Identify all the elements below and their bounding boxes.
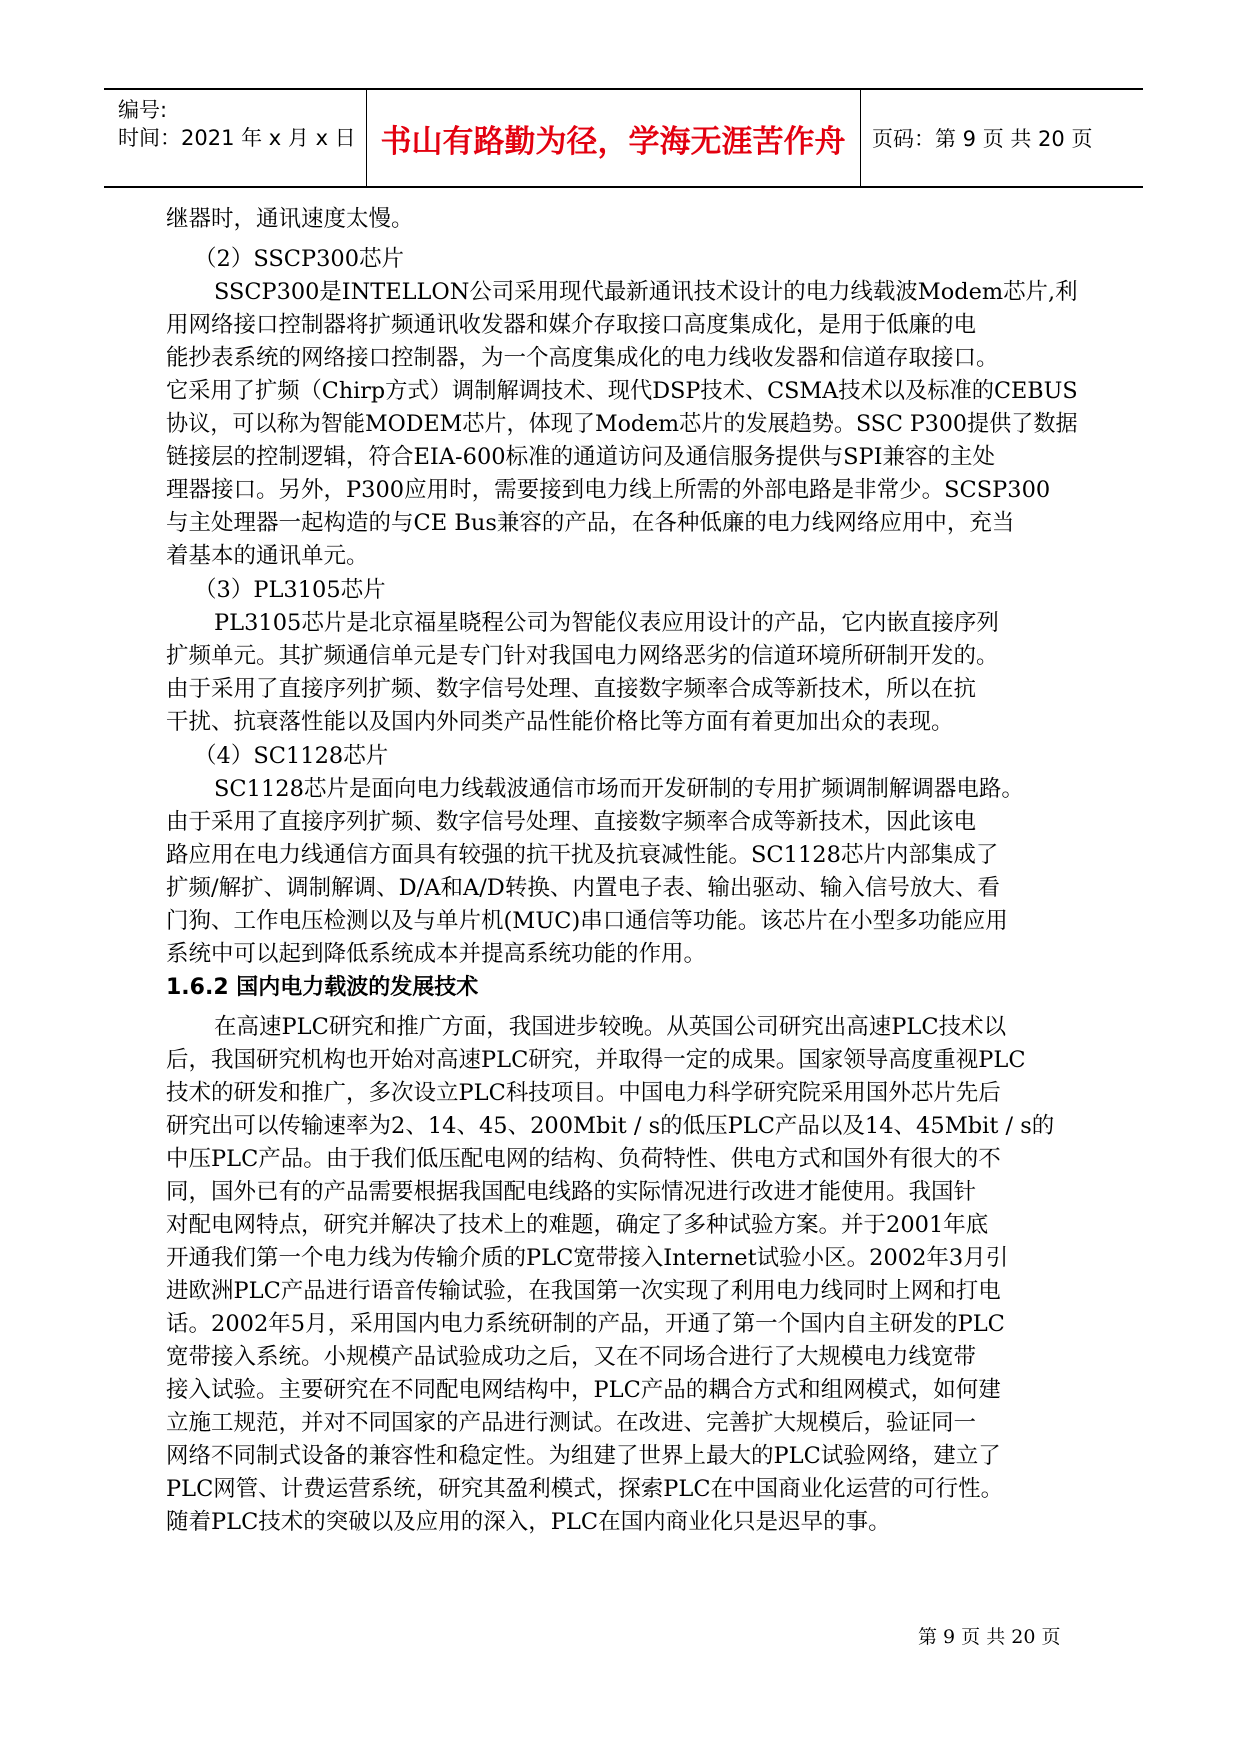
text-line: 与主处理器一起构造的与CE Bus兼容的产品，在各种低廉的电力线网络应用中，充当 <box>166 510 1015 536</box>
text-line: SC1128芯片是面向电力线载波通信市场而开发研制的专用扩频调制解调器电路。 <box>214 776 1024 802</box>
text-line: 技术的研发和推广，多次设立PLC科技项目。中国电力科学研究院采用国外芯片先后 <box>166 1080 1001 1106</box>
header-meta <box>118 96 356 152</box>
text-line: 后，我国研究机构也开始对高速PLC研究，并取得一定的成果。国家领导高度重视PLC <box>166 1047 1026 1073</box>
subsection-title: （2）SSCP300芯片 <box>194 246 405 272</box>
text-line: 宽带接入系统。小规模产品试验成功之后，又在不同场合进行了大规模电力线宽带 <box>166 1344 977 1370</box>
text-line: 能抄表系统的网络接口控制器，为一个高度集成化的电力线收发器和信道存取接口。 <box>166 345 999 371</box>
text-line: 同，国外已有的产品需要根据我国配电线路的实际情况进行改进才能使用。我国针 <box>166 1179 977 1205</box>
text-line: 网络不同制式设备的兼容性和稳定性。为组建了世界上最大的PLC试验网络，建立了 <box>166 1443 1001 1469</box>
text-line: 话。2002年5月，采用国内电力系统研制的产品，开通了第一个国内自主研发的PLC <box>166 1311 1005 1337</box>
text-line: SSCP300是INTELLON公司采用现代最新通讯技术设计的电力线载波Modem芯片,利 <box>214 279 1078 305</box>
text-line: 接入试验。主要研究在不同配电网结构中，PLC产品的耦合方式和组网模式，如何建 <box>166 1377 1001 1403</box>
document-time-label: 时间：2021 年 x 月 x 日 <box>118 126 356 150</box>
text-line: 开通我们第一个电力线为传输介质的PLC宽带接入Internet试验小区。2002年3月引 <box>166 1245 1009 1271</box>
text-line: 它采用了扩频（Chirp方式）调制解调技术、现代DSP技术、CSMA技术以及标准的CEBUS <box>166 378 1078 404</box>
text-line: 链接层的控制逻辑，符合EIA-600标准的通道访问及通信服务提供与SPI兼容的主处 <box>166 444 996 470</box>
text-line: 着基本的通讯单元。 <box>166 543 369 569</box>
document-number-label: 编号: <box>118 98 168 122</box>
text-line: 由于采用了直接序列扩频、数字信号处理、直接数字频率合成等新技术，所以在抗 <box>166 676 977 702</box>
header-motto: 书山有路勤为径，学海无涯苦作舟 <box>380 123 846 160</box>
text-line: 在高速PLC研究和推广方面，我国进步较晚。从英国公司研究出高速PLC技术以 <box>214 1014 1007 1040</box>
page-header <box>104 88 1143 188</box>
footer-page-number: 第 9 页 共 20 页 <box>918 1626 1061 1648</box>
subsection-title: （4）SC1128芯片 <box>194 743 389 769</box>
text-line: 协议，可以称为智能MODEM芯片，体现了Modem芯片的发展趋势。SSC P300提供了数据 <box>166 411 1078 437</box>
header-page-number: 页码：第 9 页 共 20 页 <box>872 127 1093 151</box>
text-line: 研究出可以传输速率为2、14、45、200Mbit / s的低压PLC产品以及14、45Mbit / s的 <box>166 1113 1055 1139</box>
section-heading: 1.6.2 国内电力载波的发展技术 <box>166 975 479 1000</box>
text-line: 理器接口。另外，P300应用时，需要接到电力线上所需的外部电路是非常少。SCSP300 <box>166 477 1051 503</box>
text-line: 进欧洲PLC产品进行语音传输试验，在我国第一次实现了利用电力线同时上网和打电 <box>166 1278 1001 1304</box>
text-line: 路应用在电力线通信方面具有较强的抗干扰及抗衰减性能。SC1128芯片内部集成了 <box>166 842 999 868</box>
text-line: 扩频/解扩、调制解调、D/A和A/D转换、内置电子表、输出驱动、输入信号放大、看 <box>166 875 1000 901</box>
text-line: 系统中可以起到降低系统成本并提高系统功能的作用。 <box>166 941 707 967</box>
text-line: 用网络接口控制器将扩频通讯收发器和媒介存取接口高度集成化，是用于低廉的电 <box>166 312 977 338</box>
text-line: PL3105芯片是北京福星晓程公司为智能仪表应用设计的产品，它内嵌直接序列 <box>214 610 999 636</box>
text-line: 随着PLC技术的突破以及应用的深入，PLC在国内商业化只是迟早的事。 <box>166 1509 891 1535</box>
text-line: 扩频单元。其扩频通信单元是专门针对我国电力网络恶劣的信道环境所研制开发的。 <box>166 643 999 669</box>
text-line: 立施工规范，并对不同国家的产品进行测试。在改进、完善扩大规模后，验证同一 <box>166 1410 977 1436</box>
text-line: 干扰、抗衰落性能以及国内外同类产品性能价格比等方面有着更加出众的表现。 <box>166 709 954 735</box>
text-line: 由于采用了直接序列扩频、数字信号处理、直接数字频率合成等新技术，因此该电 <box>166 809 977 835</box>
text-line: 中压PLC产品。由于我们低压配电网的结构、负荷特性、供电方式和国外有很大的不 <box>166 1146 1001 1172</box>
text-line: PLC网管、计费运营系统，研究其盈利模式，探索PLC在中国商业化运营的可行性。 <box>166 1476 1004 1502</box>
text-line: 对配电网特点，研究并解决了技术上的难题，确定了多种试验方案。并于2001年底 <box>166 1212 989 1238</box>
header-divider <box>860 90 861 186</box>
subsection-title: （3）PL3105芯片 <box>194 577 386 603</box>
text-line: 门狗、工作电压检测以及与单片机(MUC)串口通信等功能。该芯片在小型多功能应用 <box>166 908 1008 934</box>
text-line: 继器时，通讯速度太慢。 <box>166 206 414 232</box>
